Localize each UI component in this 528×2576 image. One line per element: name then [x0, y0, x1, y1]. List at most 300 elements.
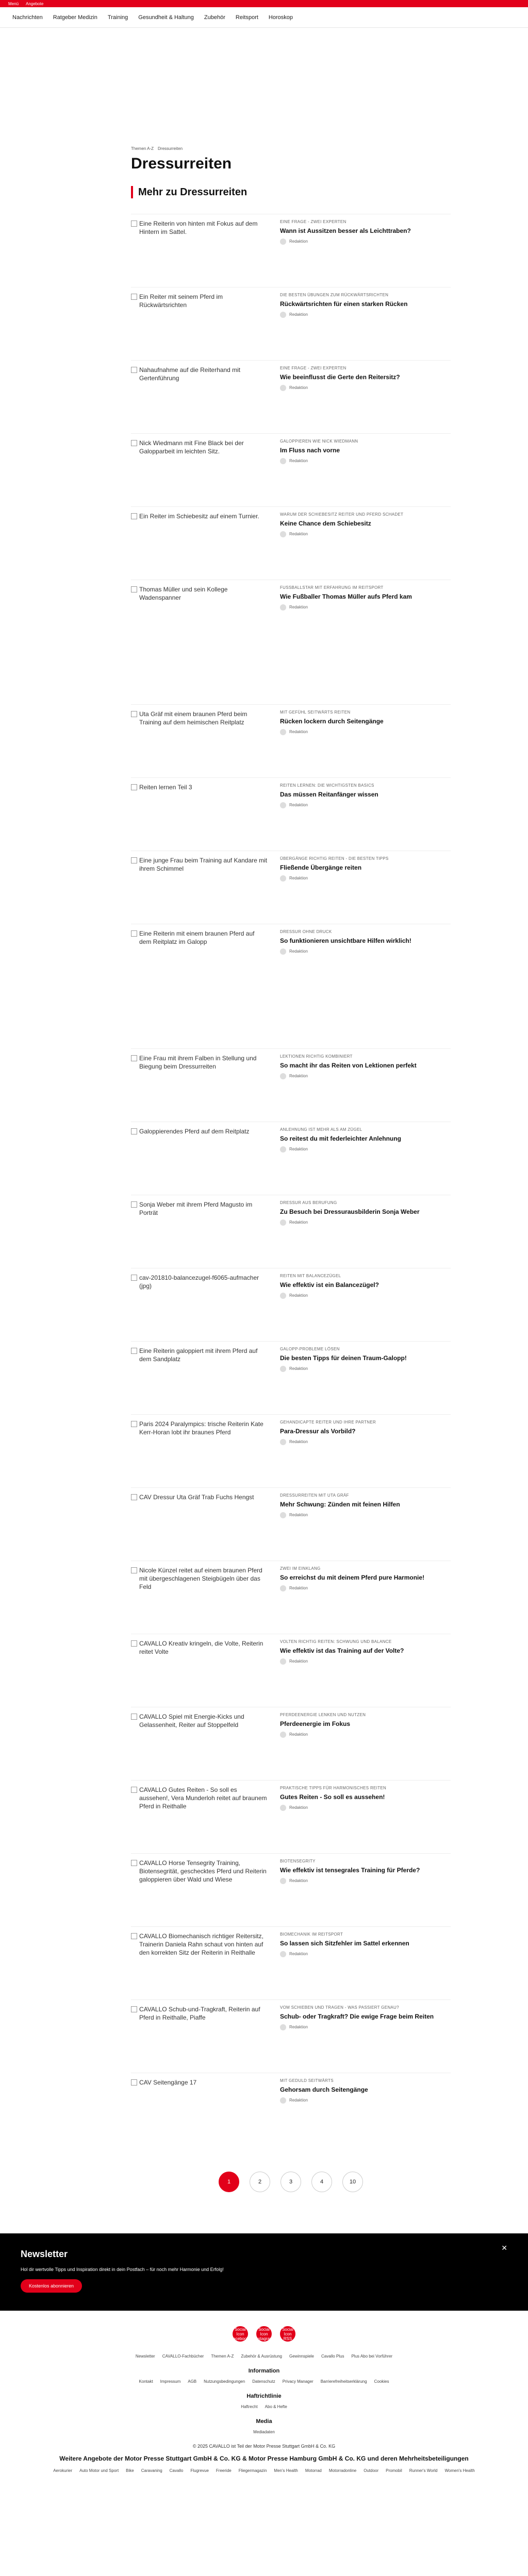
article-author [280, 1512, 450, 1518]
article-teaser[interactable] [131, 506, 451, 580]
article-image-alt: Sonja Weber mit ihrem Pferd Magusto im Porträt [139, 1201, 253, 1217]
author-name: Redaktion [289, 1147, 308, 1152]
article-meta [280, 1054, 450, 1122]
topbar-menu-link[interactable]: Menü [8, 1, 19, 6]
avatar [280, 802, 286, 808]
page-1-button[interactable]: 1 [219, 2172, 239, 2192]
article-headline[interactable]: Wann ist Aussitzen besser als Leichttraben? [280, 227, 411, 235]
broken-image-icon [131, 1787, 137, 1793]
article-teaser[interactable] [131, 1999, 451, 2073]
author-name: Redaktion [289, 1805, 308, 1810]
avatar [280, 458, 286, 464]
page-2-button[interactable]: 2 [250, 2172, 270, 2192]
page-title: Dressurreiten [131, 155, 232, 172]
article-image-alt: Eine Reiterin von hinten mit Fokus auf dem Hintern im Sattel. [139, 220, 258, 236]
article-teaser[interactable] [131, 1853, 451, 1926]
article-image-alt: CAVALLO Horse Tensegrity Training, Biotensegrität, geschecktes Pferd und Reiterin galoppieren über Wald und Wiese [139, 1859, 267, 1884]
broken-image-icon [131, 1348, 137, 1354]
article-headline[interactable]: Fließende Übergänge reiten [280, 864, 362, 872]
avatar [280, 1805, 286, 1811]
broken-image-icon [131, 1421, 137, 1427]
footer-link[interactable]: Themen A-Z [211, 2354, 234, 2359]
article-image[interactable] [131, 1566, 268, 1623]
footer-brand-link[interactable]: Motorradonline [328, 2468, 357, 2473]
footer-info-link[interactable]: Datenschutz [252, 2379, 275, 2384]
article-headline[interactable]: Wie effektiv ist tensegrales Training für Pferde? [280, 1867, 420, 1874]
newsletter-text: Hol dir wertvolle Tipps und Inspiration direkt in dein Postfach – für noch mehr Harmonie und Erfolg! [21, 2267, 224, 2272]
article-image[interactable] [131, 2005, 268, 2062]
rss-icon[interactable]: Social Icon RSS [280, 2326, 295, 2342]
article-image[interactable] [131, 1420, 268, 1477]
article-headline[interactable]: So macht ihr das Reiten von Lektionen perfekt [280, 1062, 417, 1070]
article-headline[interactable]: So funktionieren unsichtbare Hilfen wirklich! [280, 937, 411, 945]
article-kicker: FUSSBALLSTAR MIT ERFAHRUNG IM REITSPORT [280, 585, 384, 590]
section-heading [131, 186, 451, 198]
article-image-alt: CAVALLO Spiel mit Energie-Kicks und Gelassenheit, Reiter auf Stoppelfeld [139, 1713, 244, 1729]
author-name: Redaktion [289, 1952, 308, 1957]
article-image-alt: CAV Dressur Uta Gräf Trab Fuchs Hengst [139, 1494, 254, 1501]
article-image[interactable] [131, 856, 268, 913]
avatar [280, 239, 286, 245]
article-kicker: MIT GEFÜHL SEITWÄRTS REITEN [280, 710, 351, 715]
footer-brand-link[interactable]: Motorrad [305, 2468, 322, 2473]
article-headline[interactable]: So lassen sich Sitzfehler im Sattel erkennen [280, 1940, 409, 1947]
article-teaser[interactable] [131, 1122, 451, 1195]
footer-info-link[interactable]: Privacy Manager [282, 2379, 314, 2384]
footer-brand-link[interactable]: Fliegermagazin [238, 2468, 267, 2473]
article-kicker: DRESSUR AUS BERUFUNG [280, 1200, 337, 1205]
broken-image-icon [131, 367, 137, 373]
page-10-button[interactable]: 10 [342, 2172, 363, 2192]
section-title: Mehr zu Dressurreiten [138, 186, 248, 198]
breadcrumb-themen[interactable]: Themen A-Z [131, 146, 154, 151]
article-meta [280, 219, 450, 287]
article-headline[interactable]: Mehr Schwung: Zünden mit feinen Hilfen [280, 1501, 400, 1509]
avatar [280, 2097, 286, 2104]
article-kicker: GALOPP-PROBLEME LÖSEN [280, 1347, 340, 1351]
author-name: Redaktion [289, 239, 308, 244]
article-headline[interactable]: Wie Fußballer Thomas Müller aufs Pferd kam [280, 593, 412, 601]
article-headline[interactable]: Im Fluss nach vorne [280, 447, 340, 454]
author-name: Redaktion [289, 605, 308, 610]
broken-image-icon [131, 784, 137, 790]
article-headline[interactable]: Wie beeinflusst die Gerte den Reitersitz? [280, 374, 400, 381]
footer-media-links [21, 2430, 507, 2434]
footer-link[interactable]: Zubehör & Ausrüstung [241, 2354, 282, 2359]
article-kicker: REITEN MIT BALANCEZÜGEL [280, 1274, 341, 1278]
article-teaser[interactable] [131, 1487, 451, 1561]
author-name: Redaktion [289, 1659, 308, 1664]
article-image-alt: CAVALLO Gutes Reiten - So soll es aussehen!, Vera Munderloh reitet auf braunem Pferd in Reithalle [139, 1786, 267, 1810]
footer-info-link[interactable]: Barrierefreiheitserklärung [320, 2379, 367, 2384]
footer-brand-link[interactable]: Caravaning [141, 2468, 162, 2473]
footer [0, 2311, 528, 2503]
article-author [280, 1366, 450, 1372]
footer-brand-link[interactable]: Freeride [216, 2468, 232, 2473]
article-image[interactable] [131, 1127, 268, 1184]
article-image[interactable] [131, 439, 268, 496]
footer-media-title: Media [256, 2418, 272, 2425]
article-kicker: ANLEHNUNG IST MEHR ALS AM ZÜGEL [280, 1127, 362, 1132]
footer-info-link[interactable]: Nutzungsbedingungen [204, 2379, 245, 2384]
main-navigation [0, 7, 528, 28]
broken-image-icon [131, 1275, 137, 1281]
article-image[interactable] [131, 710, 268, 767]
broken-image-icon [131, 221, 137, 227]
article-author [280, 1658, 450, 1665]
broken-image-icon [131, 2079, 137, 2086]
article-meta [280, 512, 450, 580]
weitere-angebote-title: Weitere Angebote der Motor Presse Stuttgart GmbH & Co. KG & Motor Presse Hamburg GmbH & Co. KG und deren Mehrheitsbeteiligungen [59, 2455, 469, 2462]
article-kicker: REITEN LERNEN: DIE WICHTIGSTEN BASICS [280, 783, 374, 788]
topbar-angebote-link[interactable]: Angebote [26, 1, 44, 6]
article-headline[interactable]: Gehorsam durch Seitengänge [280, 2086, 368, 2094]
broken-image-icon [131, 930, 137, 937]
footer-info-title: Information [248, 2368, 280, 2374]
article-image-alt: Paris 2024 Paralympics: trische Reiterin Kate Kerr-Horan lobt ihr braunes Pferd [139, 1420, 263, 1436]
social-links [21, 2326, 507, 2342]
article-teaser[interactable] [131, 704, 451, 777]
article-author [280, 1951, 450, 1957]
article-image[interactable] [131, 1932, 268, 1989]
article-headline[interactable]: Para-Dressur als Vorbild? [280, 1428, 356, 1435]
footer-brand-link[interactable]: Runner's World [409, 2468, 438, 2473]
article-image[interactable] [131, 1347, 268, 1403]
article-author [280, 604, 450, 611]
article-author [280, 1293, 450, 1299]
article-teaser[interactable] [131, 777, 451, 851]
nav-item-gesundheit[interactable]: Gesundheit & Haltung [138, 14, 194, 21]
author-name: Redaktion [289, 1439, 308, 1445]
article-kicker: MIT GEDULD SEITWÄRTS [280, 2078, 334, 2083]
article-meta [280, 439, 450, 506]
ad-placeholder [0, 28, 528, 146]
article-kicker: EINE FRAGE - ZWEI EXPERTEN [280, 366, 346, 370]
article-image[interactable] [131, 1200, 268, 1257]
pagination [131, 2172, 451, 2192]
broken-image-icon [131, 1494, 137, 1500]
footer-link[interactable]: Newsletter [135, 2354, 155, 2359]
footer-link[interactable]: Cavallo Plus [321, 2354, 344, 2359]
avatar [280, 1073, 286, 1079]
article-teaser[interactable] [131, 1926, 451, 1999]
article-image-alt: Ein Reiter mit seinem Pferd im Rückwärtsrichten [139, 293, 223, 309]
broken-image-icon [131, 586, 137, 592]
article-meta [280, 1932, 450, 1999]
footer-brand-link[interactable]: Aerokurier [53, 2468, 73, 2473]
nav-item-nachrichten[interactable]: Nachrichten [12, 14, 43, 21]
footer-haftung-title: Haftrichtlinie [246, 2393, 282, 2399]
broken-image-icon [131, 440, 137, 446]
footer-link[interactable]: Gewinnspiele [289, 2354, 314, 2359]
avatar [280, 1951, 286, 1957]
copyright: © 2025 CAVALLO ist Teil der Motor Presse Stuttgart GmbH & Co. KG [192, 2444, 336, 2449]
footer-link[interactable]: CAVALLO-Fachbücher [162, 2354, 204, 2359]
article-image[interactable] [131, 512, 268, 569]
article-kicker: PRAKTISCHE TIPPS FÜR HARMONISCHES REITEN [280, 1786, 387, 1790]
footer-info-link[interactable]: Cookies [374, 2379, 389, 2384]
author-name: Redaktion [289, 1878, 308, 1884]
article-meta [280, 585, 450, 653]
article-kicker: DIE BESTEN ÜBUNGEN ZUM RÜCKWÄRTSRICHTEN [280, 293, 389, 297]
article-image-alt: Uta Gräf mit einem braunen Pferd beim Training auf dem heimischen Reitplatz [139, 710, 248, 726]
breadcrumb-current: Dressurreiten [158, 146, 183, 151]
article-meta [280, 929, 450, 997]
avatar [280, 1366, 286, 1372]
newsletter-title: Newsletter [21, 2249, 68, 2259]
article-author [280, 1805, 450, 1811]
article-headline[interactable]: Gutes Reiten - So soll es aussehen! [280, 1793, 385, 1801]
article-teaser[interactable] [131, 1195, 451, 1268]
footer-brand-link[interactable]: Men's Health [274, 2468, 298, 2473]
article-headline[interactable]: Zu Besuch bei Dressurausbilderin Sonja Weber [280, 1208, 420, 1216]
article-meta [280, 1127, 450, 1195]
article-teaser[interactable] [131, 1414, 451, 1487]
page-3-button[interactable]: 3 [280, 2172, 301, 2192]
article-kicker: LEKTIONEN RICHTIG KOMBINIERT [280, 1054, 353, 1059]
article-meta [280, 1859, 450, 1926]
article-author [280, 1878, 450, 1884]
article-image-alt: Nick Wiedmann mit Fine Black bei der Galopparbeit im leichten Sitz. [139, 439, 244, 455]
article-meta [280, 856, 450, 924]
article-kicker: DRESSUR OHNE DRUCK [280, 929, 332, 934]
article-image-alt: Eine Frau mit ihrem Falben in Stellung und Biegung beim Dressurreiten [139, 1055, 257, 1071]
article-headline[interactable]: Keine Chance dem Schiebesitz [280, 520, 371, 528]
footer-info-links [21, 2379, 507, 2384]
article-meta [280, 1786, 450, 1853]
article-meta [280, 1713, 450, 1780]
section-accent-bar [131, 186, 133, 198]
avatar [280, 531, 286, 537]
footer-brand-link[interactable]: Women's Health [444, 2468, 475, 2473]
article-headline[interactable]: Rückwärtsrichten für einen starken Rücken [280, 300, 408, 308]
article-meta [280, 1420, 450, 1487]
article-image[interactable] [131, 1859, 268, 1916]
article-headline[interactable]: So erreichst du mit deinem Pferd pure Harmonie! [280, 1574, 425, 1582]
broken-image-icon [131, 1055, 137, 1061]
article-kicker: EINE FRAGE - ZWEI EXPERTEN [280, 219, 346, 224]
avatar [280, 312, 286, 318]
article-author [280, 2097, 450, 2104]
article-kicker: DRESSURREITEN MIT UTA GRÄF [280, 1493, 349, 1498]
footer-brand-link[interactable]: Auto Motor und Sport [79, 2468, 119, 2473]
article-image[interactable] [131, 585, 268, 642]
avatar [280, 1658, 286, 1665]
article-headline[interactable]: So reitest du mit federleichter Anlehnung [280, 1135, 401, 1143]
article-image-alt: CAVALLO Schub-und-Tragkraft, Reiterin auf Pferd in Reithalle, Piaffe [139, 2006, 260, 2022]
article-teaser[interactable] [131, 1780, 451, 1853]
article-headline[interactable]: Schub- oder Tragkraft? Die ewige Frage beim Reiten [280, 2013, 434, 2021]
newsletter-subscribe-button[interactable]: Kostenlos abonnieren [21, 2279, 82, 2293]
newsletter-banner [0, 2233, 528, 2311]
avatar [280, 1219, 286, 1226]
article-image[interactable] [131, 1786, 268, 1842]
article-teaser[interactable] [131, 1268, 451, 1341]
avatar [280, 385, 286, 391]
footer-info-link[interactable]: Kontakt [139, 2379, 153, 2384]
article-image[interactable] [131, 1639, 268, 1696]
footer-brand-link[interactable]: Cavallo [169, 2468, 184, 2473]
author-name: Redaktion [289, 1220, 308, 1225]
author-name: Redaktion [289, 2025, 308, 2030]
footer-haftung-links [21, 2404, 507, 2409]
article-image-alt: Thomas Müller und sein Kollege Wadenspanner [139, 586, 228, 602]
footer-haftung-link[interactable]: Haftrecht [241, 2404, 258, 2409]
article-author [280, 1585, 450, 1591]
footer-brand-link[interactable]: Outdoor [364, 2468, 379, 2473]
article-headline[interactable]: Rücken lockern durch Seitengänge [280, 718, 384, 725]
close-icon[interactable]: ✕ [501, 2244, 507, 2252]
article-image[interactable] [131, 929, 268, 986]
article-meta [280, 1274, 450, 1341]
avatar [280, 729, 286, 735]
article-kicker: BIOMECHANIK IM REITSPORT [280, 1932, 343, 1937]
article-teaser[interactable] [131, 2073, 451, 2146]
article-kicker: GALOPPIEREN WIE NICK WIEDMANN [280, 439, 358, 444]
article-image[interactable] [131, 2078, 268, 2135]
article-author [280, 729, 450, 735]
nav-item-ratgeber[interactable]: Ratgeber Medizin [53, 14, 97, 21]
avatar [280, 1146, 286, 1153]
page-4-button[interactable]: 4 [311, 2172, 332, 2192]
article-image-alt: Eine junge Frau beim Training auf Kandare mit ihrem Schimmel [139, 857, 268, 873]
broken-image-icon [131, 513, 137, 519]
author-name: Redaktion [289, 1513, 308, 1518]
article-kicker: PFERDEENERGIE LENKEN UND NUTZEN [280, 1713, 366, 1717]
article-image-alt: Nicole Künzel reitet auf einem braunen Pferd mit übergeschlagenen Steigbügeln über das Feld [139, 1567, 262, 1591]
nav-item-training[interactable]: Training [107, 14, 128, 21]
article-image[interactable] [131, 219, 268, 276]
article-image[interactable] [131, 1054, 268, 1111]
article-teaser[interactable] [131, 851, 451, 924]
footer-info-link[interactable]: AGB [188, 2379, 197, 2384]
footer-info-link[interactable]: Impressum [160, 2379, 181, 2384]
article-image-alt: Ein Reiter im Schiebesitz auf einem Turnier. [139, 513, 259, 520]
article-author [280, 802, 450, 808]
author-name: Redaktion [289, 803, 308, 808]
article-author [280, 1146, 450, 1153]
article-author [280, 1732, 450, 1738]
author-name: Redaktion [289, 1366, 308, 1371]
footer-link[interactable]: Plus Abo bei Vorführer [351, 2354, 393, 2359]
broken-image-icon [131, 2006, 137, 2012]
main-content [131, 146, 451, 2192]
broken-image-icon [131, 1933, 137, 1939]
author-name: Redaktion [289, 1732, 308, 1737]
avatar [280, 1293, 286, 1299]
footer-brand-link[interactable]: Promobil [386, 2468, 402, 2473]
broken-image-icon [131, 1714, 137, 1720]
article-teaser[interactable] [131, 287, 451, 360]
top-red-bar [0, 0, 528, 7]
article-teaser[interactable] [131, 924, 451, 997]
article-teaser[interactable] [131, 1634, 451, 1707]
article-author [280, 239, 450, 245]
avatar [280, 1732, 286, 1738]
broken-image-icon [131, 857, 137, 863]
author-name: Redaktion [289, 730, 308, 735]
broken-image-icon [131, 711, 137, 717]
article-image[interactable] [131, 1713, 268, 1769]
article-meta [280, 1566, 450, 1634]
article-author [280, 948, 450, 955]
article-teaser[interactable] [131, 1561, 451, 1634]
broken-image-icon [131, 1567, 137, 1573]
footer-media-link[interactable]: Mediadaten [253, 2430, 275, 2434]
avatar [280, 1878, 286, 1884]
article-teaser[interactable] [131, 580, 451, 653]
article-image-alt: Eine Reiterin mit einem braunen Pferd auf dem Reitplatz im Galopp [139, 930, 255, 946]
article-author [280, 458, 450, 464]
author-name: Redaktion [289, 385, 308, 391]
article-author [280, 875, 450, 882]
author-name: Redaktion [289, 312, 308, 317]
footer-brand-links [21, 2468, 507, 2473]
facebook-icon[interactable]: Social Icon facebook [232, 2327, 249, 2341]
article-teaser[interactable] [131, 433, 451, 506]
avatar [280, 1439, 286, 1445]
article-image-alt: Reiten lernen Teil 3 [139, 784, 192, 791]
article-image[interactable] [131, 783, 268, 840]
author-name: Redaktion [289, 532, 308, 537]
article-kicker: GEHANDICAPTE REITER UND IHRE PARTNER [280, 1420, 376, 1425]
article-meta [280, 783, 450, 851]
nav-item-reitsport[interactable]: Reitsport [235, 14, 258, 21]
article-headline[interactable]: Pferdeenergie im Fokus [280, 1720, 351, 1728]
article-meta [280, 1200, 450, 1268]
nav-item-zubehoer[interactable]: Zubehör [204, 14, 225, 21]
instagram-icon[interactable]: Social Icon instagram [255, 2327, 273, 2341]
article-teaser[interactable] [131, 1341, 451, 1414]
nav-item-horoskop[interactable]: Horoskop [268, 14, 293, 21]
article-image-alt: CAV Seitengänge 17 [139, 2079, 197, 2086]
article-image[interactable] [131, 366, 268, 422]
article-headline[interactable]: Das müssen Reitanfänger wissen [280, 791, 378, 799]
avatar [280, 1585, 286, 1591]
article-author [280, 531, 450, 537]
article-image-alt: Galoppierendes Pferd auf dem Reitplatz [139, 1128, 250, 1135]
article-teaser[interactable] [131, 1707, 451, 1780]
avatar [280, 2024, 286, 2030]
article-kicker: ÜBERGÄNGE RICHTIG REITEN - DIE BESTEN TIPPS [280, 856, 389, 861]
author-name: Redaktion [289, 949, 308, 954]
author-name: Redaktion [289, 1074, 308, 1079]
footer-brand-link[interactable]: Bike [126, 2468, 134, 2473]
article-image-alt: Nahaufnahme auf die Reiterhand mit Gertenführung [139, 366, 241, 382]
article-teaser[interactable] [131, 214, 451, 287]
article-image-alt: Eine Reiterin galoppiert mit ihrem Pferd auf dem Sandplatz [139, 1347, 258, 1363]
article-image-alt: CAVALLO Biomechanisch richtiger Reitersitz, Trainerin Daniela Rahn schaut von hinten auf den korrekten Sitz der Reiterin in Reithalle [139, 1933, 263, 1957]
footer-links-top [21, 2354, 507, 2359]
footer-haftung-link[interactable]: Abo & Hefte [265, 2404, 287, 2409]
avatar [280, 875, 286, 882]
author-name: Redaktion [289, 1586, 308, 1591]
article-headline[interactable]: Die besten Tipps für deinen Traum-Galopp! [280, 1354, 407, 1362]
article-image[interactable] [131, 293, 268, 349]
article-teaser[interactable] [131, 1048, 451, 1122]
article-kicker: WARUM DER SCHIEBESITZ REITER UND PFERD SCHADET [280, 512, 404, 517]
article-image[interactable] [131, 1274, 268, 1330]
footer-brand-link[interactable]: Flugrevue [190, 2468, 209, 2473]
article-headline[interactable]: Wie effektiv ist das Training auf der Volte? [280, 1647, 404, 1655]
article-teaser[interactable] [131, 360, 451, 433]
article-author [280, 2024, 450, 2030]
article-image[interactable] [131, 1493, 268, 1550]
article-kicker: VOM SCHIEBEN UND TRAGEN - WAS PASSIERT GENAU? [280, 2005, 399, 2010]
article-headline[interactable]: Wie effektiv ist ein Balancezügel? [280, 1281, 379, 1289]
article-meta [280, 1639, 450, 1707]
author-name: Redaktion [289, 459, 308, 464]
